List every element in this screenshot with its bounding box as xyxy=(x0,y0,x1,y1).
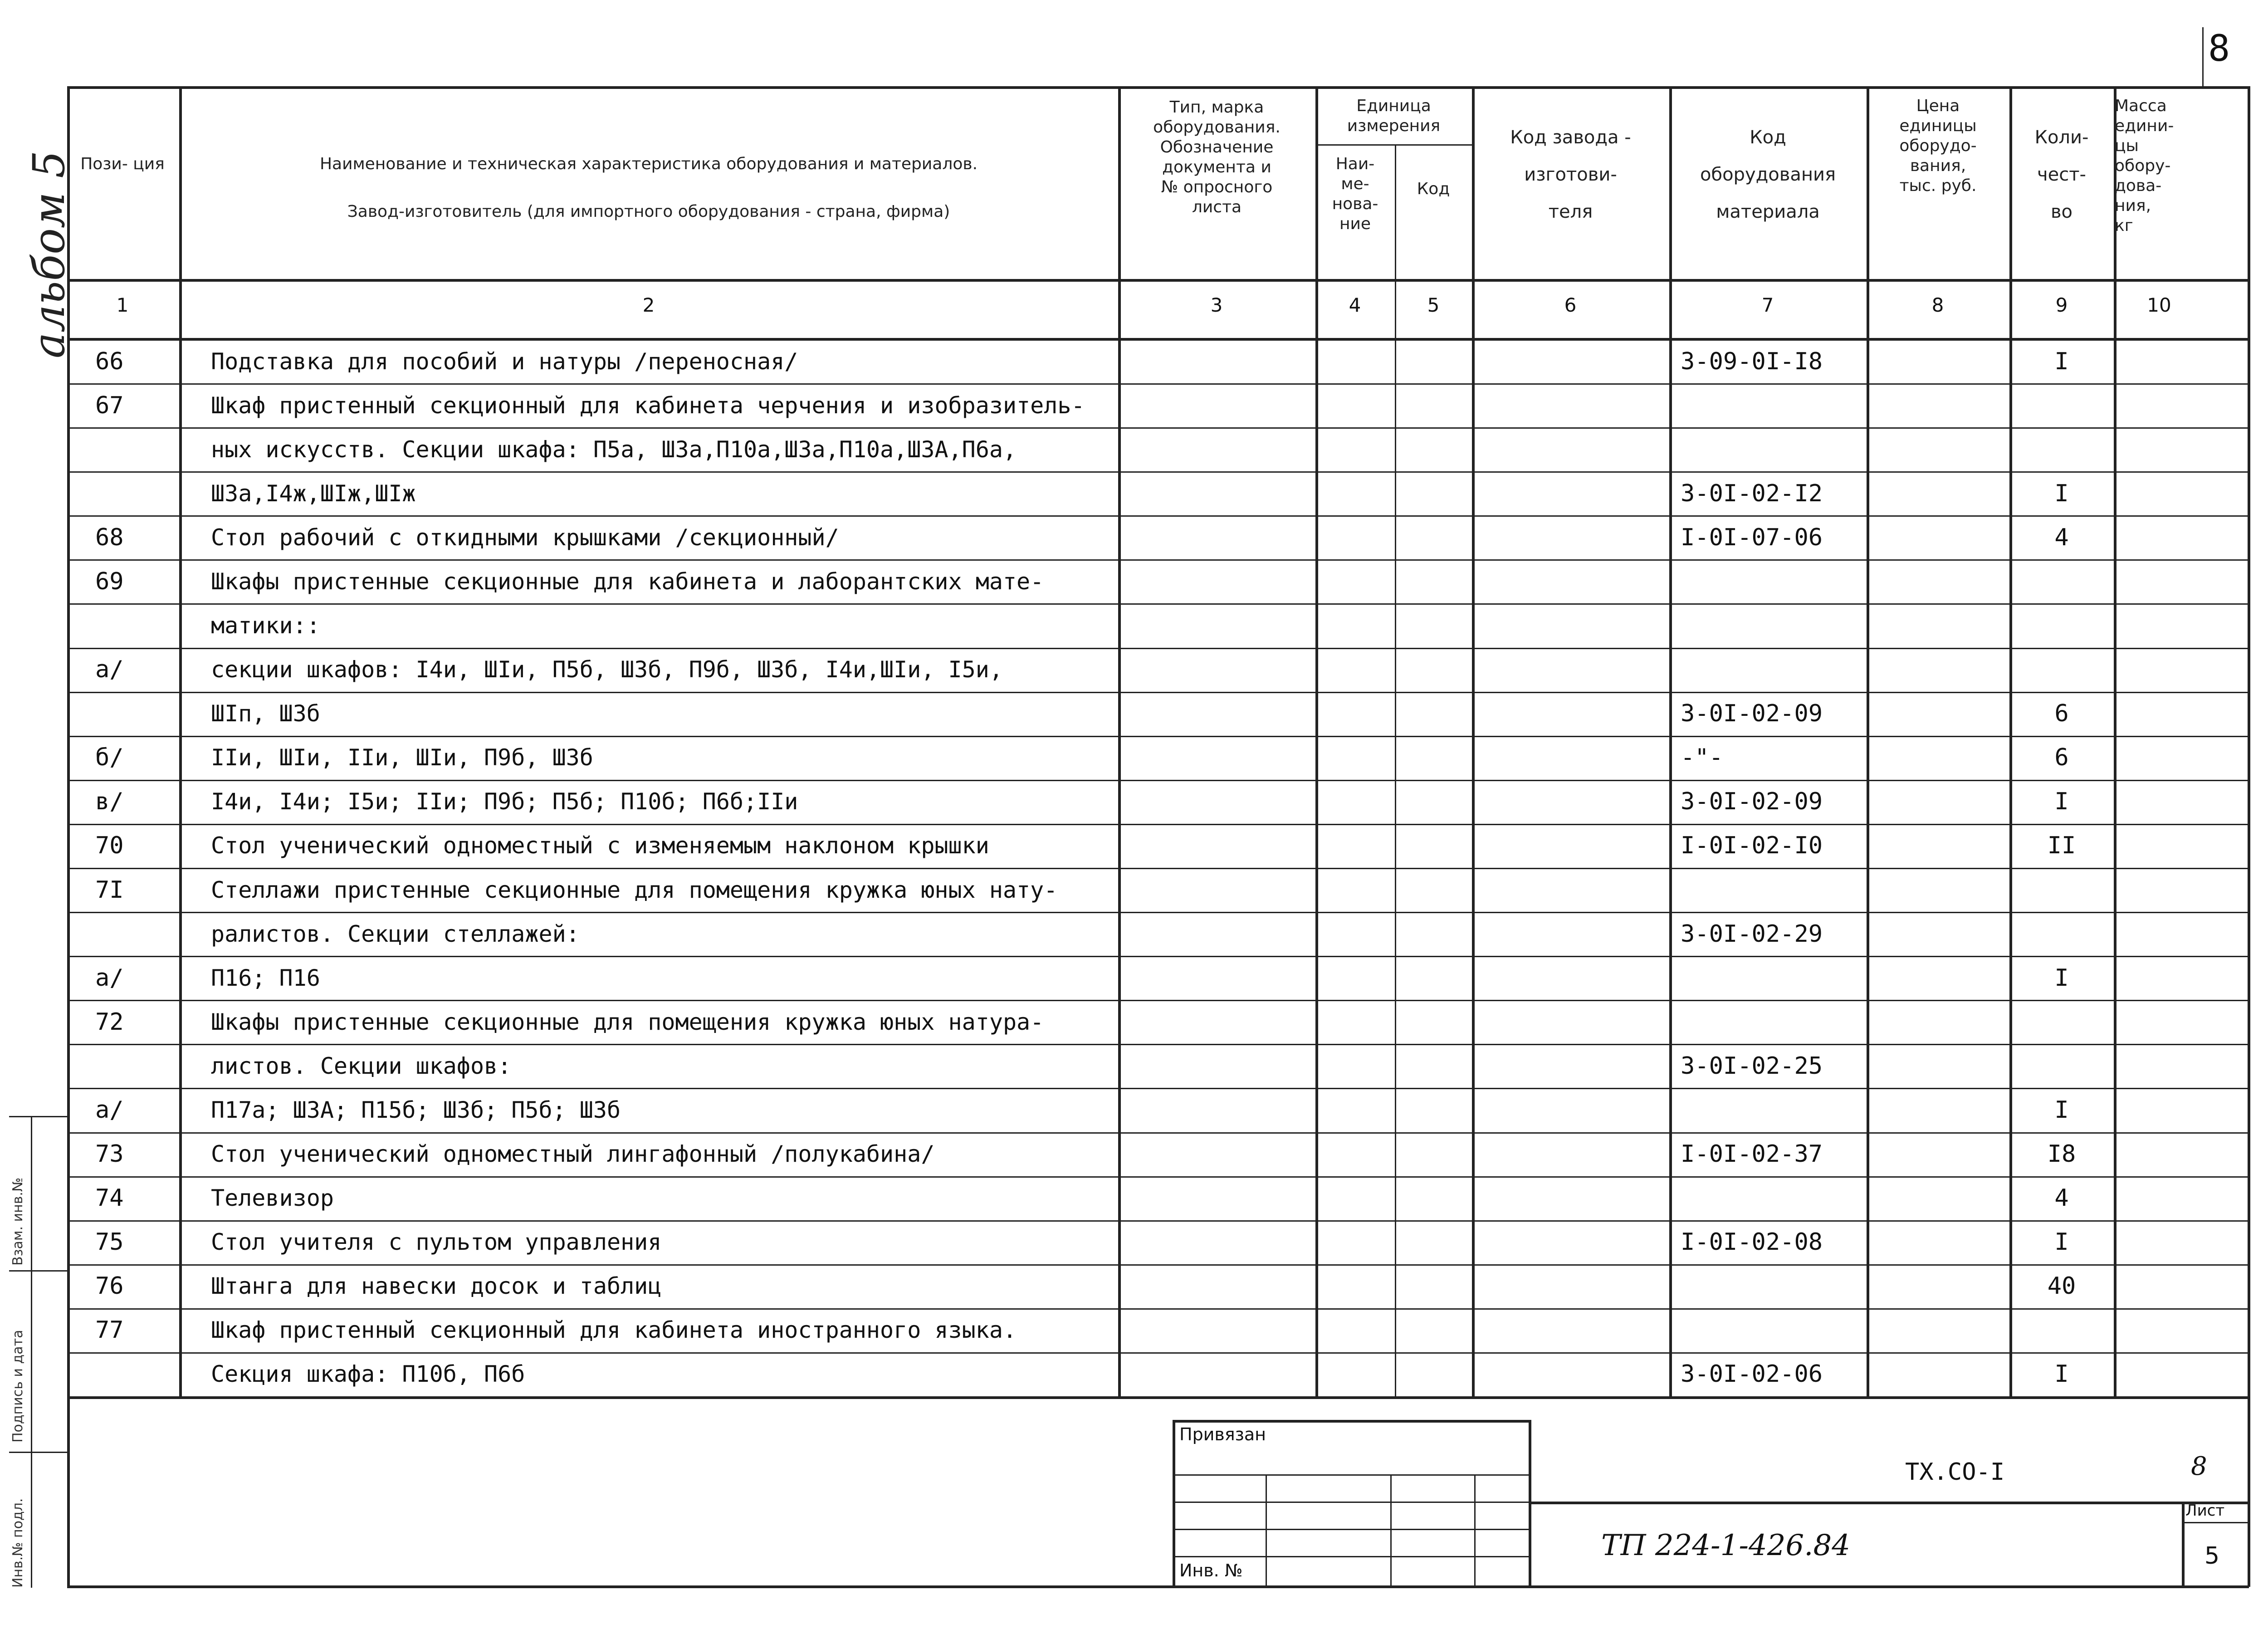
hdr-col6 xyxy=(1474,119,1667,230)
header-line: документа и xyxy=(1162,158,1271,176)
row-name: ШIп, Ш3б xyxy=(211,700,320,727)
row-position: 67 xyxy=(95,392,124,419)
header-line: нова- xyxy=(1332,195,1378,213)
row-divider xyxy=(67,1044,2249,1045)
row-divider xyxy=(67,471,2249,473)
row-divider xyxy=(67,1264,2249,1266)
project-code: ТП 224-1-426.84 xyxy=(1601,1529,1850,1562)
row-code: -"- xyxy=(1681,744,1723,771)
hdr-col1: Пози- ция xyxy=(80,155,165,173)
row-quantity: I xyxy=(2054,964,2069,992)
row-divider xyxy=(67,824,2249,825)
col-line xyxy=(2114,86,2116,1397)
header-line: измерения xyxy=(1347,117,1441,135)
header-line: кг xyxy=(2115,216,2133,235)
row-code: 3-0I-02-29 xyxy=(1681,920,1823,948)
header-line: дова- xyxy=(2115,176,2162,195)
row-divider xyxy=(67,1308,2249,1310)
header-line: ния, xyxy=(2115,196,2151,215)
col-line xyxy=(1472,86,1475,1397)
row-name: матики:: xyxy=(211,612,320,639)
col-line xyxy=(1395,144,1396,1397)
corner-divider xyxy=(2202,27,2204,86)
column-number: 1 xyxy=(116,294,129,316)
frame-right xyxy=(2248,86,2250,1587)
header-line: Цена xyxy=(1916,97,1960,115)
row-name: Ш3а,I4ж,ШIж,ШIж xyxy=(211,480,416,507)
row-position: 75 xyxy=(95,1228,124,1256)
row-code: 3-0I-02-06 xyxy=(1681,1360,1823,1388)
header-line: ме- xyxy=(1341,175,1369,193)
frame-bottom xyxy=(67,1585,2249,1588)
row-divider xyxy=(67,1132,2249,1134)
hdr-col9 xyxy=(2012,119,2112,230)
row-position: а/ xyxy=(95,656,124,683)
header-line: тыс. руб. xyxy=(1899,176,1977,195)
row-code: I-0I-02-37 xyxy=(1681,1140,1823,1168)
row-code: I-0I-02-I0 xyxy=(1681,832,1823,859)
row-name: Стол ученический одноместный с изменяемым наклоном крышки xyxy=(211,832,989,859)
row-divider xyxy=(67,780,2249,781)
stamp-top xyxy=(1173,1420,1529,1423)
column-number: 6 xyxy=(1564,294,1577,316)
row-divider xyxy=(67,1000,2249,1001)
hdr-col10 xyxy=(2115,96,2246,236)
row-divider xyxy=(67,912,2249,913)
row-quantity: 4 xyxy=(2054,1184,2069,1212)
column-number: 8 xyxy=(1931,294,1944,316)
hdr-col4 xyxy=(1318,154,1393,234)
row-name: П16; П16 xyxy=(211,965,320,991)
stamp-col xyxy=(1266,1474,1267,1585)
frame-top xyxy=(67,86,2249,89)
header-line: обору- xyxy=(2115,157,2171,175)
album-note: альбом 5 xyxy=(24,150,74,358)
column-number: 5 xyxy=(1427,294,1440,316)
row-quantity: I xyxy=(2054,1228,2069,1256)
row-name: Шкафы пристенные секционные для помещения кружка юных натура- xyxy=(211,1009,1044,1035)
row-name: Шкафы пристенные секционные для кабинета и лаборантских мате- xyxy=(211,568,1044,595)
row-position: 70 xyxy=(95,832,124,859)
stamp-podpis-data: Подпись и дата xyxy=(10,1330,26,1443)
header-line: во xyxy=(2050,201,2073,222)
privyazan-label: Привязан xyxy=(1179,1424,1266,1444)
row-divider xyxy=(67,383,2249,385)
row-position: 73 xyxy=(95,1140,124,1168)
doc-code: ТХ.СО-I xyxy=(1905,1458,2005,1486)
row-code: I-0I-07-06 xyxy=(1681,524,1823,551)
row-name: Штанга для навески досок и таблиц xyxy=(211,1273,662,1299)
table-bottom xyxy=(67,1396,2249,1399)
row-divider xyxy=(67,1088,2249,1089)
header-line: оборудования xyxy=(1700,164,1836,185)
row-name: П17а; Ш3А; П15б; Ш3б; П5б; Ш3б xyxy=(211,1097,621,1123)
header-line: единицы xyxy=(1899,117,1977,135)
side-stamp-line xyxy=(9,1270,68,1272)
row-divider xyxy=(67,1220,2249,1222)
column-number: 3 xyxy=(1210,294,1223,316)
row-name: ных искусств. Секции шкафа: П5а, Ш3а,П10а,Ш3а,П10а,Ш3А,П6а, xyxy=(211,436,1017,463)
stamp-col xyxy=(1474,1474,1476,1585)
row-position: 68 xyxy=(95,524,124,551)
column-number: 10 xyxy=(2147,294,2171,316)
header-line: листа xyxy=(1192,198,1242,216)
header-line: оборудования. xyxy=(1153,118,1281,137)
stamp-left xyxy=(1173,1420,1175,1587)
row-position: а/ xyxy=(95,964,124,992)
row-quantity: I8 xyxy=(2047,1140,2076,1168)
sheet-corner-number: 8 xyxy=(2208,27,2230,69)
row-position: а/ xyxy=(95,1096,124,1124)
column-number: 2 xyxy=(642,294,655,316)
header-line: Тип, марка xyxy=(1169,98,1264,117)
header-line: цы xyxy=(2115,137,2139,155)
unit-divider xyxy=(1315,144,1472,146)
row-code: 3-0I-02-I2 xyxy=(1681,480,1823,507)
frame-left xyxy=(67,86,70,1587)
hdr-unit xyxy=(1318,96,1470,136)
header-line: Код xyxy=(1750,127,1786,148)
header-line: Обозначение xyxy=(1160,138,1274,157)
row-code: 3-0I-02-09 xyxy=(1681,700,1823,727)
row-divider xyxy=(67,648,2249,649)
col-line xyxy=(1867,86,1869,1397)
row-position: 77 xyxy=(95,1316,124,1344)
row-quantity: 40 xyxy=(2047,1272,2076,1300)
hdr-col2-line2: Завод-изготовитель (для импортного оборудования - страна, фирма) xyxy=(347,202,950,221)
header-line: Коли- xyxy=(2034,127,2089,148)
hdr-col5: Код xyxy=(1417,180,1450,198)
header-line: материала xyxy=(1716,201,1820,222)
row-divider xyxy=(67,868,2249,869)
row-divider xyxy=(67,1176,2249,1178)
sheet-label: Лист xyxy=(2185,1502,2225,1520)
col-line xyxy=(1669,86,1672,1397)
row-name: Стол ученический одноместный лингафонный /полукабина/ xyxy=(211,1141,935,1167)
colnum-bottom xyxy=(67,338,2249,341)
row-name: Подставка для пособий и натуры /переносная/ xyxy=(211,348,798,375)
row-code: 3-09-0I-I8 xyxy=(1681,348,1823,375)
row-divider xyxy=(67,603,2249,605)
stamp-vzam-inv: Взам. инв.№ xyxy=(10,1177,26,1266)
header-line: Код завода - xyxy=(1510,127,1631,148)
header-line: оборудо- xyxy=(1899,137,1977,155)
row-quantity: I xyxy=(2054,788,2069,815)
row-name: I4и, I4и; I5и; IIи; П9б; П5б; П10б; П6б;IIи xyxy=(211,788,798,815)
row-quantity: I xyxy=(2054,1096,2069,1124)
col-line xyxy=(1118,86,1121,1397)
side-stamp-line xyxy=(9,1116,68,1117)
row-divider xyxy=(67,515,2249,517)
row-name: ралистов. Секции стеллажей: xyxy=(211,921,580,947)
row-name: Телевизор xyxy=(211,1185,334,1211)
row-quantity: 4 xyxy=(2054,524,2069,551)
row-name: Секция шкафа: П10б, П6б xyxy=(211,1361,525,1387)
side-stamp-border xyxy=(31,1116,32,1588)
hand-number: 8 xyxy=(2191,1452,2207,1481)
header-line: № опросного xyxy=(1161,178,1273,196)
hdr-col7 xyxy=(1672,119,1864,230)
column-number: 9 xyxy=(2055,294,2068,316)
inv-no-label: Инв. № xyxy=(1179,1561,1243,1580)
row-divider xyxy=(67,427,2249,429)
row-position: 74 xyxy=(95,1184,124,1212)
sheet-box-line xyxy=(2182,1522,2249,1523)
row-code: 3-0I-02-25 xyxy=(1681,1052,1823,1080)
row-quantity: II xyxy=(2047,832,2076,859)
col-line xyxy=(1315,86,1318,1397)
row-name: Стол рабочий с откидными крышками /секционный/ xyxy=(211,524,839,551)
row-name: Стеллажи пристенные секционные для помещения кружка юных нату- xyxy=(211,877,1058,903)
stamp-inv-podl: Инв.№ подл. xyxy=(10,1498,26,1588)
header-line: вания, xyxy=(1910,157,1966,175)
sheet-box-left xyxy=(2182,1502,2185,1587)
row-name: Шкаф пристенный секционный для кабинета черчения и изобразитель- xyxy=(211,392,1085,419)
row-name: секции шкафов: I4и, ШIи, П5б, Ш3б, П9б, Ш3б, I4и,ШIи, I5и, xyxy=(211,656,1003,683)
row-quantity: I xyxy=(2054,348,2069,375)
header-line: Наи- xyxy=(1335,155,1375,173)
col-line xyxy=(179,86,182,1397)
hdr-col2-line1: Наименование и техническая характеристика оборудования и материалов. xyxy=(319,155,978,173)
row-divider xyxy=(67,559,2249,561)
sheet-number: 5 xyxy=(2204,1542,2220,1570)
column-number: 4 xyxy=(1349,294,1361,316)
row-position: 69 xyxy=(95,568,124,595)
row-position: 72 xyxy=(95,1008,124,1036)
header-line: едини- xyxy=(2115,117,2174,135)
row-code: I-0I-02-08 xyxy=(1681,1228,1823,1256)
row-quantity: I xyxy=(2054,1360,2069,1388)
row-quantity: 6 xyxy=(2054,700,2069,727)
row-position: б/ xyxy=(95,744,124,771)
row-position: в/ xyxy=(95,788,124,815)
header-line: чест- xyxy=(2037,164,2086,185)
row-quantity: 6 xyxy=(2054,744,2069,771)
stamp-col xyxy=(1390,1474,1392,1585)
side-stamp-line xyxy=(9,1452,68,1453)
row-position: 7I xyxy=(95,876,124,904)
row-name: IIи, ШIи, IIи, ШIи, П9б, Ш3б xyxy=(211,744,593,771)
header-line: Единица xyxy=(1356,97,1431,115)
header-line: изготови- xyxy=(1524,164,1617,185)
column-number: 7 xyxy=(1761,294,1774,316)
row-position: 76 xyxy=(95,1272,124,1300)
col-line xyxy=(2009,86,2012,1397)
row-divider xyxy=(67,736,2249,737)
row-divider xyxy=(67,956,2249,957)
header-line: теля xyxy=(1548,201,1593,222)
header-line: ние xyxy=(1339,215,1371,233)
hdr-col3 xyxy=(1120,98,1313,217)
row-name: Шкаф пристенный секционный для кабинета иностранного языка. xyxy=(211,1317,1017,1343)
header-line: Масса xyxy=(2115,97,2167,115)
title-block-divider xyxy=(1529,1502,2249,1504)
hdr-col8 xyxy=(1869,96,2007,196)
row-name: листов. Секции шкафов: xyxy=(211,1053,512,1079)
row-divider xyxy=(67,692,2249,693)
row-position: 66 xyxy=(95,348,124,375)
row-name: Стол учителя с пультом управления xyxy=(211,1229,662,1255)
row-quantity: I xyxy=(2054,480,2069,507)
header-bottom xyxy=(67,279,2249,282)
row-code: 3-0I-02-09 xyxy=(1681,788,1823,815)
row-divider xyxy=(67,1352,2249,1354)
